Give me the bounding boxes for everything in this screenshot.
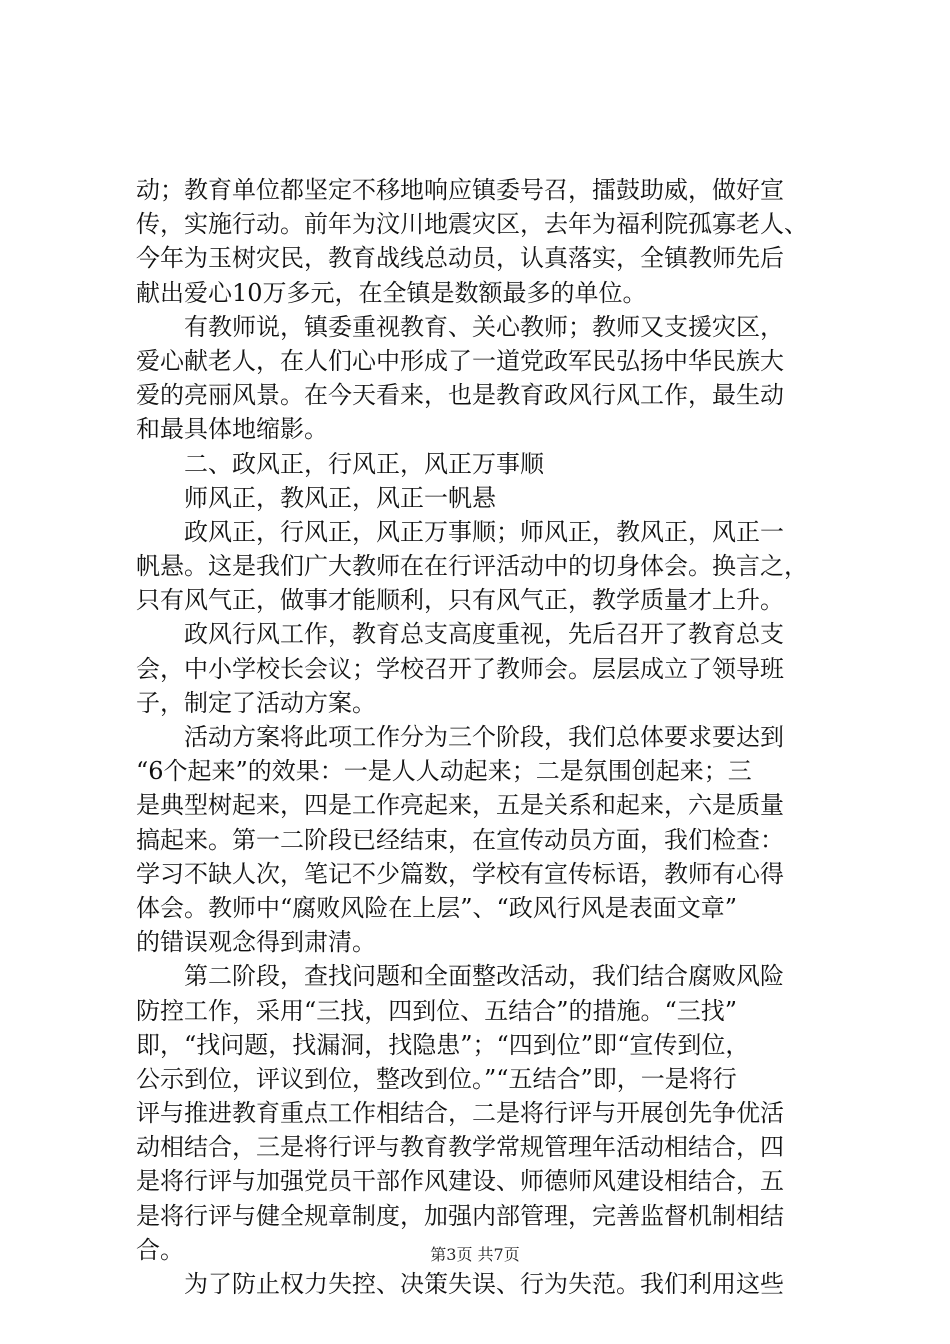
text-line: 和最具体地缩影。 bbox=[136, 415, 328, 444]
text-line: 的错误观念得到肃清。 bbox=[136, 928, 376, 957]
text-line: 合。 bbox=[136, 1235, 184, 1264]
text-line: 政风正，行风正，风正万事顺；师风正，教风正，风正一 bbox=[136, 517, 784, 546]
text-line: 今年为玉树灾民，教育战线总动员，认真落实，全镇教师先后 bbox=[136, 244, 784, 273]
text-line: 政风行风工作，教育总支高度重视，先后召开了教育总支 bbox=[136, 620, 784, 649]
text-line: 即，“找问题，找漏洞，找隐患”；“四到位”即“宣传到位， bbox=[136, 1030, 750, 1059]
text-line: 爱心献老人，在人们心中形成了一道党政军民弘扬中华民族大 bbox=[136, 346, 784, 375]
text-line: 防控工作，采用“三找，四到位、五结合”的措施。“三找” bbox=[136, 996, 738, 1025]
text-line: 第二阶段，查找问题和全面整改活动，我们结合腐败风险 bbox=[136, 962, 784, 991]
text-line: 帆悬。这是我们广大教师在在行评活动中的切身体会。换言之， bbox=[136, 552, 808, 581]
text-line: 动相结合，三是将行评与教育教学常规管理年活动相结合，四 bbox=[136, 1133, 784, 1162]
text-line: 爱的亮丽风景。在今天看来，也是教育政风行风工作，最生动 bbox=[136, 381, 784, 410]
text-line: 公示到位，评议到位，整改到位。”“五结合”即，一是将行 bbox=[136, 1064, 737, 1093]
text-line: 传，实施行动。前年为汶川地震灾区，去年为福利院孤寡老人、 bbox=[136, 210, 808, 239]
section-subheading: 师风正，教风正，风正一帆悬 bbox=[136, 483, 496, 512]
text-line: 学习不缺人次，笔记不少篇数，学校有宣传标语，教师有心得 bbox=[136, 859, 784, 888]
text-line: 搞起来。第一二阶段已经结束，在宣传动员方面，我们检查： bbox=[136, 825, 784, 854]
text-line: 是典型树起来，四是工作亮起来，五是关系和起来，六是质量 bbox=[136, 791, 784, 820]
text-line: 子，制定了活动方案。 bbox=[136, 688, 376, 717]
text-line: 体会。教师中“腐败风险在上层”、“政风行风是表面文章” bbox=[136, 893, 738, 922]
text-line: 动；教育单位都坚定不移地响应镇委号召，擂鼓助威，做好宣 bbox=[136, 176, 784, 204]
text-line: 会，中小学校长会议；学校召开了教师会。层层成立了领导班 bbox=[136, 654, 784, 683]
body-text bbox=[136, 173, 836, 1301]
text-line: 是将行评与加强党员干部作风建设、师德师风建设相结合，五 bbox=[136, 1167, 784, 1196]
text-line: 评与推进教育重点工作相结合，二是将行评与开展创先争优活 bbox=[136, 1099, 784, 1128]
text-line: 活动方案将此项工作分为三个阶段，我们总体要求要达到 bbox=[136, 723, 784, 751]
text-line: 为了防止权力失控、决策失误、行为失范。我们利用这些 bbox=[136, 1270, 784, 1298]
text-line: 献出爱心10万多元，在全镇是数额最多的单位。 bbox=[136, 278, 647, 307]
text-line: 有教师说，镇委重视教育、关心教师；教师又支援灾区， bbox=[136, 312, 784, 341]
text-line: “6个起来”的效果：一是人人动起来；二是氛围创起来；三 bbox=[136, 757, 752, 786]
text-line: 是将行评与健全规章制度，加强内部管理，完善监督机制相结 bbox=[136, 1201, 784, 1230]
section-heading: 二、政风正，行风正，风正万事顺 bbox=[136, 449, 544, 478]
text-line: 只有风气正，做事才能顺利，只有风气正，教学质量才上升。 bbox=[136, 586, 784, 615]
page-number-footer: 第3页 共7页 bbox=[430, 1245, 520, 1264]
